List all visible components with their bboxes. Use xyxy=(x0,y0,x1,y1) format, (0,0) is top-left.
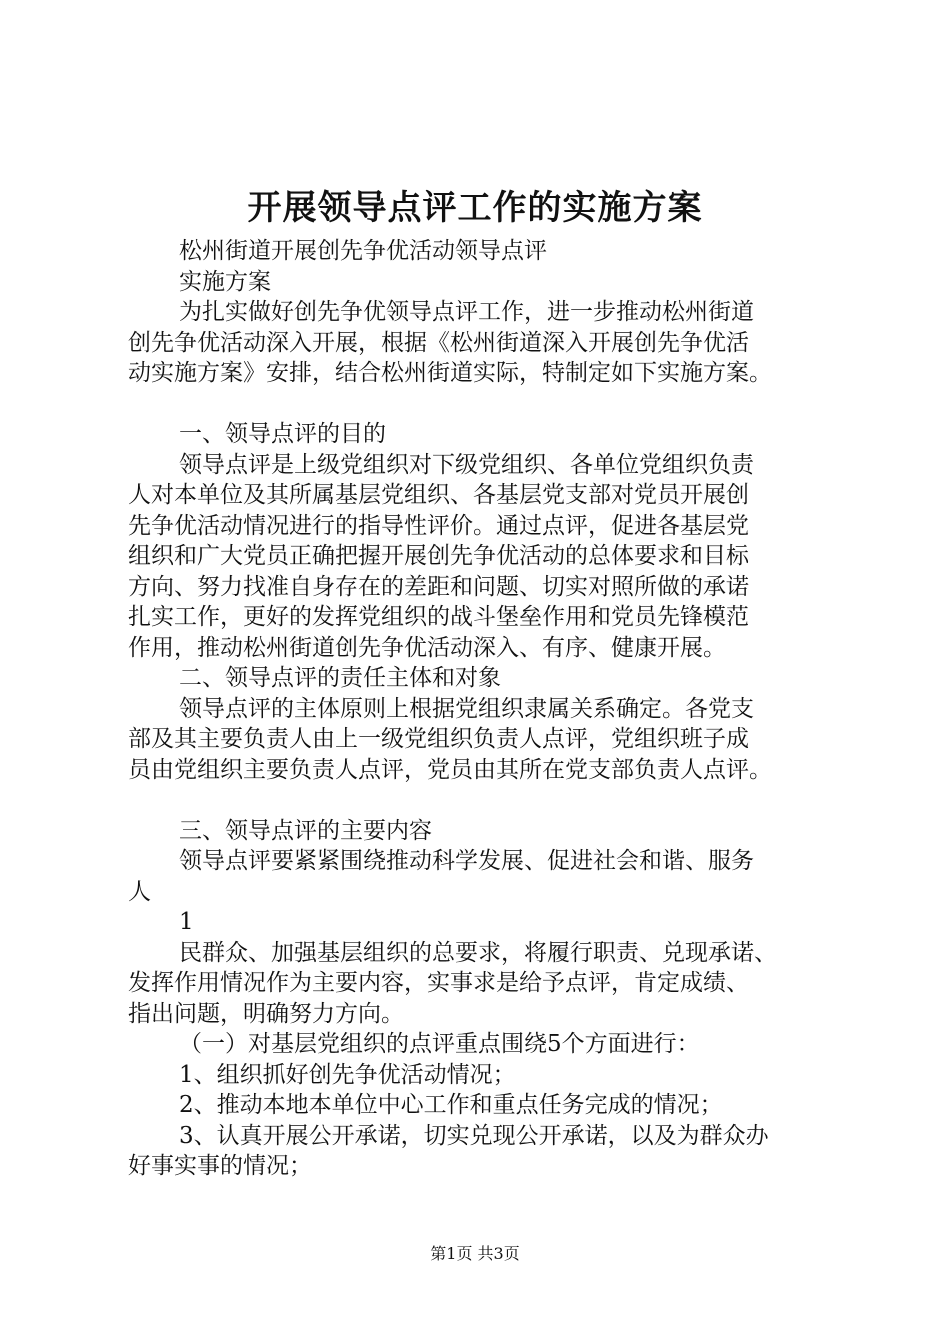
section-2-paragraph-line: 部及其主要负责人由上一级党组织负责人点评，党组织班子成 xyxy=(128,726,749,752)
section-3-paragraph-line: 发挥作用情况作为主要内容，实事求是给予点评，肯定成绩、 xyxy=(128,970,749,996)
intro-paragraph-line: 动实施方案》安排，结合松州街道实际，特制定如下实施方案。 xyxy=(128,360,772,386)
section-heading-2: 二、领导点评的责任主体和对象 xyxy=(179,665,501,691)
section-2-paragraph-line: 员由党组织主要负责人点评，党员由其所在党支部负责人点评。 xyxy=(128,756,772,783)
document-title: 开展领导点评工作的实施方案 xyxy=(247,188,703,228)
page-footer: 第1页 共3页 xyxy=(430,1244,520,1263)
section-1-paragraph-line: 方向、努力找准自身存在的差距和问题、切实对照所做的承诺 xyxy=(128,573,749,600)
intro-paragraph-line: 创先争优活动深入开展，根据《松州街道深入开展创先争优活 xyxy=(128,329,749,356)
section-3-paragraph-line: 领导点评要紧紧围绕推动科学发展、促进社会和谐、服务 xyxy=(179,848,754,874)
list-item: 3、认真开展公开承诺，切实兑现公开承诺，以及为群众办 xyxy=(179,1122,769,1149)
section-2-paragraph-line: 领导点评的主体原则上根据党组织隶属关系确定。各党支 xyxy=(179,695,754,722)
section-1-paragraph-line: 作用，推动松州街道创先争优活动深入、有序、健康开展。 xyxy=(128,634,726,661)
document-body xyxy=(128,236,848,1182)
section-3-paragraph-line: 民群众、加强基层组织的总要求，将履行职责、兑现承诺、 xyxy=(179,939,777,966)
section-heading-1: 一、领导点评的目的 xyxy=(179,421,386,447)
list-item: 1、组织抓好创先争优活动情况； xyxy=(179,1061,516,1088)
subtitle-line-1: 松州街道开展创先争优活动领导点评 xyxy=(179,238,547,264)
subtitle-line-2: 实施方案 xyxy=(179,268,271,295)
list-item-continuation: 好事实事的情况； xyxy=(128,1153,312,1179)
section-1-paragraph-line: 人对本单位及其所属基层党组织、各基层党支部对党员开展创 xyxy=(128,482,749,508)
section-3-paragraph-line: 指出问题，明确努力方向。 xyxy=(128,1000,404,1027)
list-item: 2、推动本地本单位中心工作和重点任务完成的情况； xyxy=(179,1092,723,1118)
section-1-paragraph-line: 领导点评是上级党组织对下级党组织、各单位党组织负责 xyxy=(179,451,754,478)
section-1-paragraph-line: 组织和广大党员正确把握开展创先争优活动的总体要求和目标 xyxy=(128,543,749,569)
section-1-paragraph-line: 先争优活动情况进行的指导性评价。通过点评，促进各基层党 xyxy=(128,512,749,539)
subsection-heading-1: （一）对基层党组织的点评重点围绕5个方面进行： xyxy=(179,1031,700,1057)
section-1-paragraph-line: 扎实工作，更好的发挥党组织的战斗堡垒作用和党员先锋模范 xyxy=(128,604,749,630)
blank-line xyxy=(128,389,848,420)
inline-page-number: 1 xyxy=(179,909,194,935)
section-3-paragraph-line: 人 xyxy=(128,878,151,905)
blank-line xyxy=(128,785,848,816)
section-heading-3: 三、领导点评的主要内容 xyxy=(179,817,432,844)
intro-paragraph-line: 为扎实做好创先争优领导点评工作，进一步推动松州街道 xyxy=(179,299,754,325)
